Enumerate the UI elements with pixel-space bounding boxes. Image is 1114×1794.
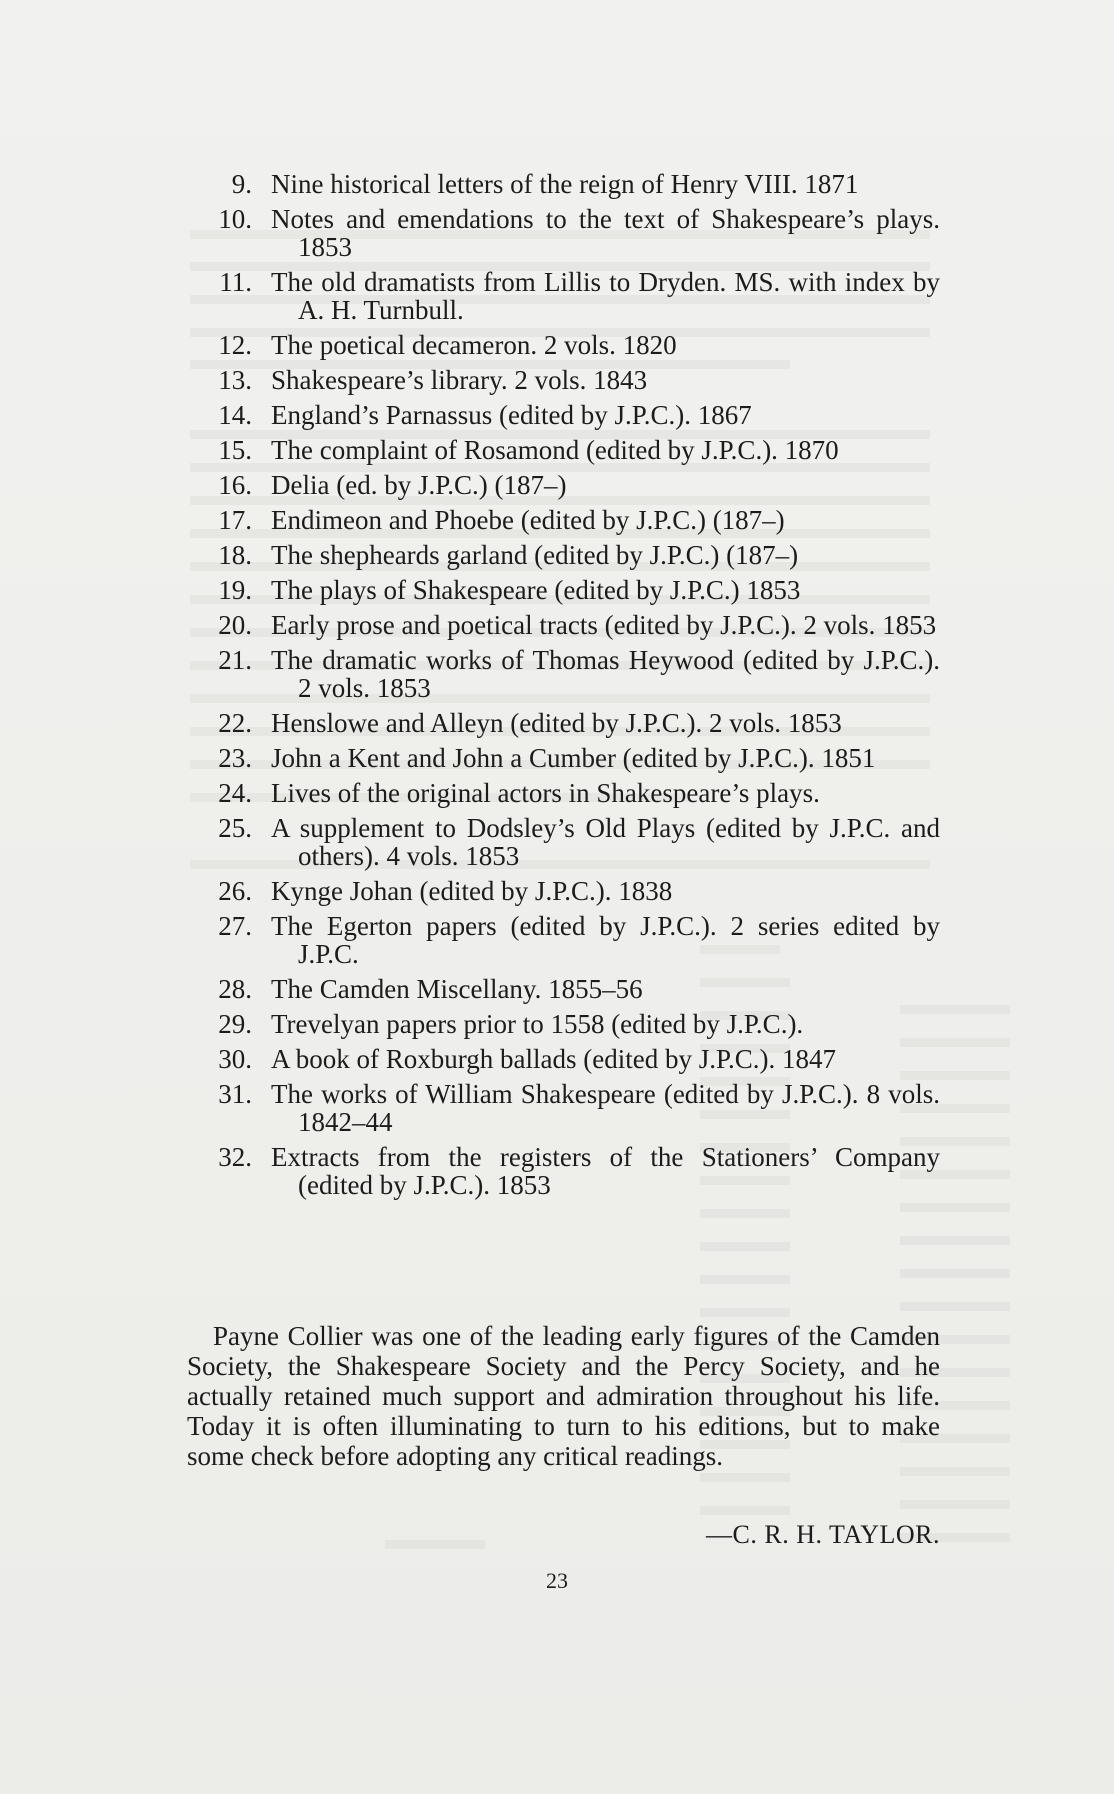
entry-number: 10. [218,204,252,234]
entry-number: 21. [218,645,252,675]
reference-entry [200,779,940,807]
entry-text: Shakespeare’s library. 2 vols. 1843 [271,365,648,395]
entry-number: 18. [218,540,252,570]
reference-entry [200,268,940,324]
reference-entry [200,541,940,569]
reference-entry [200,646,940,702]
entry-number: 28. [218,974,252,1004]
reference-entry [200,436,940,464]
entry-number: 22. [218,708,252,738]
entry-number: 9. [231,169,252,199]
reference-entry [200,170,940,198]
reference-entry [200,1080,940,1136]
entry-text: The shepheards garland (edited by J.P.C.) (187–) [271,540,799,570]
reference-entry [200,1045,940,1073]
entry-text: The poetical decameron. 2 vols. 1820 [271,330,677,360]
entry-text: Extracts from the registers of the Stationers’ Company (edited by J.P.C.). 1853 [271,1142,940,1200]
reference-list [200,170,940,1206]
entry-text: The Camden Miscellany. 1855–56 [271,974,643,1004]
entry-text: Early prose and poetical tracts (edited by J.P.C.). 2 vols. 1853 [271,610,937,640]
entry-number: 26. [218,876,252,906]
entry-number: 12. [218,330,252,360]
entry-number: 31. [218,1079,252,1109]
reference-entry [200,506,940,534]
entry-text: Delia (ed. by J.P.C.) (187–) [271,470,567,500]
entry-number: 25. [218,813,252,843]
reference-entry [200,744,940,772]
entry-text: The works of William Shakespeare (edited by J.P.C.). 8 vols. 1842–44 [271,1079,940,1137]
reference-entry [200,814,940,870]
author-signature: —C. R. H. TAYLOR. [706,1520,940,1549]
entry-number: 17. [218,505,252,535]
reference-entry [200,401,940,429]
entry-number: 19. [218,575,252,605]
reference-entry [200,331,940,359]
entry-text: The old dramatists from Lillis to Dryden. MS. with index by A. H. Turnbull. [271,267,940,325]
entry-text: The complaint of Rosamond (edited by J.P.C.). 1870 [271,435,839,465]
page-number: 23 [546,1568,568,1593]
entry-number: 30. [218,1044,252,1074]
entry-text: Trevelyan papers prior to 1558 (edited by J.P.C.). [271,1009,804,1039]
entry-number: 32. [218,1142,252,1172]
entry-number: 29. [218,1009,252,1039]
reference-entry [200,975,940,1003]
entry-number: 11. [219,267,252,297]
reference-entry [200,709,940,737]
entry-text: A book of Roxburgh ballads (edited by J.P.C.). 1847 [271,1044,836,1074]
entry-text: The plays of Shakespeare (edited by J.P.C.) 1853 [271,575,801,605]
entry-number: 23. [218,743,252,773]
entry-number: 15. [218,435,252,465]
reference-entry [200,471,940,499]
reference-entry [200,611,940,639]
entry-text: Kynge Johan (edited by J.P.C.). 1838 [271,876,673,906]
entry-text: John a Kent and John a Cumber (edited by J.P.C.). 1851 [271,743,876,773]
entry-text: The dramatic works of Thomas Heywood (edited by J.P.C.). 2 vols. 1853 [271,645,940,703]
reference-entry [200,912,940,968]
entry-text: The Egerton papers (edited by J.P.C.). 2 series edited by J.P.C. [271,911,940,969]
entry-text: Lives of the original actors in Shakespeare’s plays. [271,778,820,808]
entry-number: 20. [218,610,252,640]
entry-text: England’s Parnassus (edited by J.P.C.). 1867 [271,400,752,430]
entry-number: 16. [218,470,252,500]
entry-number: 13. [218,365,252,395]
entry-number: 27. [218,911,252,941]
entry-text: Henslowe and Alleyn (edited by J.P.C.). 2 vols. 1853 [271,708,842,738]
reference-entry [200,877,940,905]
entry-number: 14. [218,400,252,430]
entry-text: Notes and emendations to the text of Shakespeare’s plays. 1853 [271,204,940,262]
entry-number: 24. [218,778,252,808]
entry-text: Nine historical letters of the reign of Henry VIII. 1871 [271,169,859,199]
entry-text: A supplement to Dodsley’s Old Plays (edited by J.P.C. and others). 4 vols. 1853 [271,813,940,871]
reference-entry [200,205,940,261]
reference-entry [200,1143,940,1199]
closing-paragraph: Payne Collier was one of the leading early figures of the Camden Society, the Shakespeare Society and the Percy Society, and he actually retained much support and admiration throughout his life. Today it is often illuminating to turn to his editions, but to make some check before adopting any critical readings. [187,1321,940,1471]
reference-entry [200,1010,940,1038]
reference-entry [200,576,940,604]
entry-text: Endimeon and Phoebe (edited by J.P.C.) (187–) [271,505,785,535]
reference-entry [200,366,940,394]
